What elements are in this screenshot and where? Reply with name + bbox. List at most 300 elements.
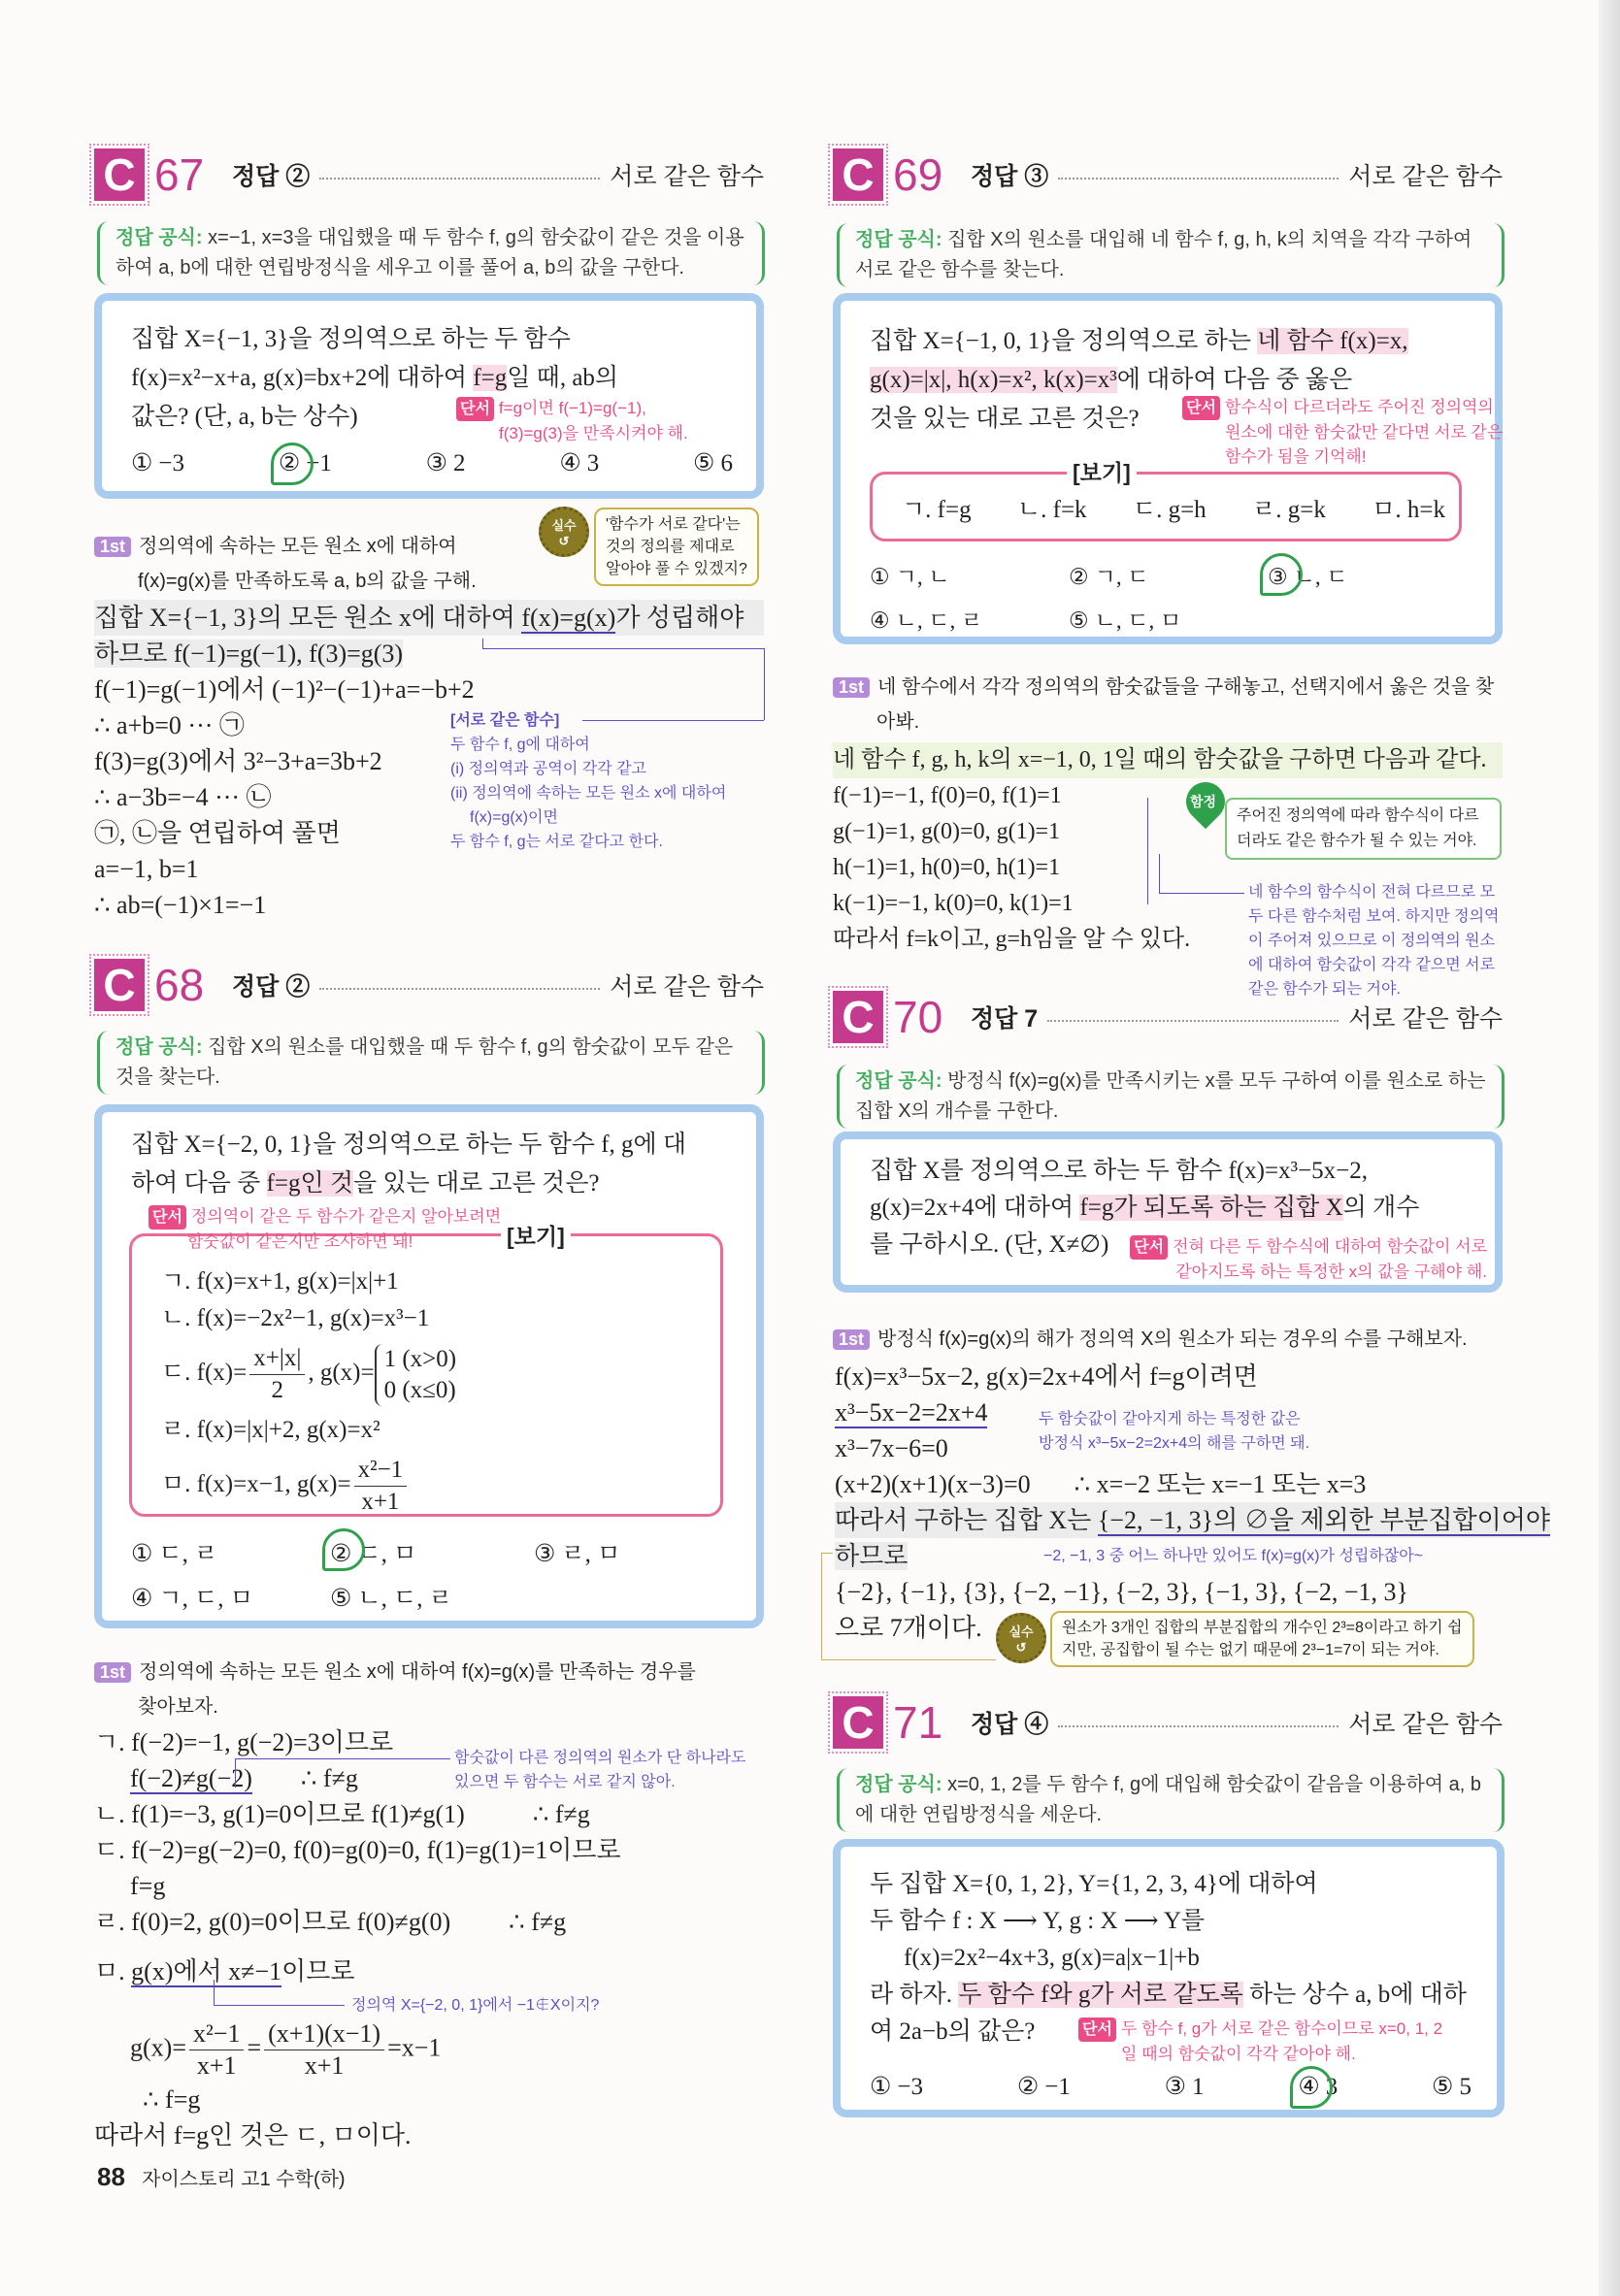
text: 의 개수 [1342, 1195, 1420, 1221]
numerator: (x+1)(x−1) [264, 2018, 384, 2050]
choice-value: 3 [1325, 2074, 1339, 2100]
answer-formula [97, 221, 765, 285]
text: 가 성립해야 [615, 604, 744, 632]
mistake-seal-icon: 실수 ↺ [539, 507, 589, 557]
text: ㄷ. f(x)= [161, 1360, 248, 1387]
text: 집합 X={−1, 0, 1}을 정의역으로 하는 [870, 328, 1258, 354]
answer-circle-mark [271, 443, 314, 485]
note-line: 두 함숫값이 같아지게 하는 특정한 값은 [1039, 1411, 1301, 1427]
solution-line: x³−7x−6=0 [835, 1434, 948, 1462]
solution-step [94, 529, 477, 599]
choice-1[interactable] [870, 2072, 923, 2101]
bogi-item: ㄴ. f(x)=−2x²−1, g(x)=x³−1 [161, 1305, 430, 1331]
answer-choices [870, 2072, 1471, 2101]
solution-line: ㉠, ㉡을 연립하여 풀면 [94, 819, 341, 847]
piecewise [375, 1344, 457, 1406]
step-text: 정의역에 속하는 모든 원소 x에 대하여 f(x)=g(x)를 만족하는 경우를 [139, 1661, 696, 1683]
category-badge: C [833, 148, 883, 201]
explanation-note: 정의역 X={−2, 0, 1}에서 −1∉X이지? [351, 1997, 600, 2014]
choice-4[interactable] [559, 448, 599, 477]
bogi-item: ㄱ. f=g [902, 497, 972, 523]
note-line: 두 다른 함수처럼 보여. 하지만 정의역 [1248, 908, 1500, 925]
choice-number: ⑤ [1069, 608, 1089, 633]
explanation-note: −2, −1, 3 중 어느 하나만 있어도 f(x)=g(x)가 성립하잖아~ [1043, 1548, 1424, 1564]
text: f(x)=x²−x+a, g(x)=bx+2에 대하여 [131, 365, 474, 391]
denominator: x+1 [361, 1489, 400, 1515]
hint-tag: 단서 [149, 1205, 186, 1230]
step-text: 네 함수에서 각각 정의역의 함숫값들을 구해놓고, 선택지에서 옳은 것을 찾 [877, 676, 1495, 698]
problem-68-header [94, 956, 764, 1014]
note-title: [서로 같은 함수] [450, 712, 560, 729]
choice-value: ㄹ, ㅁ [561, 1541, 621, 1567]
choice-1[interactable] [870, 559, 1069, 591]
hint-text: 같아지도록 하는 특정한 x의 값을 구해야 해. [1175, 1263, 1487, 1281]
connector-line [1159, 854, 1160, 893]
step-text: 방정식 f(x)=g(x)의 해가 정의역 X의 원소가 되는 경우의 수를 구해보자. [877, 1328, 1468, 1350]
solution-line: ㄱ. f(−2)=−1, g(−2)=3이므로 [94, 1728, 394, 1756]
dotted-leader [319, 178, 600, 180]
question-line: 두 함수 f : X ⟶ Y, g : X ⟶ Y를 [870, 1908, 1206, 1934]
hint-text: 원소에 대한 함숫값만 같다면 서로 같은 [1225, 423, 1504, 442]
problem-69-box [833, 293, 1503, 644]
choice-number: ④ [559, 450, 581, 476]
solution-line: ㄴ. f(1)=−3, g(1)=0이므로 f(1)≠g(1) [94, 1800, 465, 1828]
choice-value: ㄴ, ㄷ, ㅁ [1094, 608, 1182, 633]
note-line: 두 함수 f, g는 서로 같다고 한다. [450, 834, 663, 850]
category-badge: C [94, 148, 145, 201]
connector-line [764, 648, 765, 720]
choice-number: ② [1016, 2074, 1040, 2100]
note-line: 같은 함수가 되는 거야. [1248, 981, 1401, 998]
bubble-line: '함수가 서로 같다'는 [606, 516, 741, 533]
text: g(x)= [130, 2033, 186, 2062]
choice-5[interactable] [330, 1579, 534, 1614]
text: g(x)=2x+4에 대하여 [870, 1195, 1080, 1221]
hint-text: 두 함수 f, g가 서로 같은 함수이므로 x=0, 1, 2 [1120, 2019, 1443, 2038]
step-text: 찾아보자. [138, 1696, 218, 1718]
solution-line: f(x)=x³−5x−2, g(x)=2x+4에서 f=g이려면 [835, 1362, 1258, 1391]
formula-label: 정답 공식: [116, 1036, 203, 1058]
note-line: 네 함수의 함수식이 전혀 다르므로 모 [1248, 884, 1496, 901]
topic-label: 서로 같은 함수 [610, 973, 764, 1000]
dotted-leader [1047, 1020, 1339, 1022]
bubble-line: 원소가 3개인 집합의 부분집합의 개수인 2³=8이라고 하기 쉽 [1062, 1620, 1463, 1636]
choice-value: ㄴ, ㄷ [1293, 565, 1348, 589]
question-line [870, 322, 1408, 361]
category-badge: C [833, 991, 883, 1043]
dotted-leader [1058, 178, 1339, 180]
hint-note [1130, 1234, 1487, 1284]
formula-label: 정답 공식: [855, 229, 942, 250]
choice-4-correct[interactable] [1298, 2072, 1338, 2101]
note-line: 방정식 x³−5x−2=2x+4의 해를 구하면 돼. [1039, 1435, 1310, 1452]
fraction [249, 1343, 305, 1406]
hint-text: 전혀 다른 두 함수식에 대하여 함숫값이 서로 [1173, 1237, 1487, 1256]
answer-circle-mark [1290, 2066, 1333, 2109]
fraction [264, 2018, 384, 2082]
hint-text: f=g이면 f(−1)=g(−1), [498, 399, 646, 417]
denominator: 2 [271, 1377, 284, 1403]
bogi-item: ㄱ. f(x)=x+1, g(x)=|x|+1 [161, 1268, 399, 1295]
bubble-line: 알아야 풀 수 있겠지? [606, 561, 747, 577]
solution-line: ㄹ. f(0)=2, g(0)=0이므로 f(0)≠g(0) [94, 1908, 451, 1936]
choice-5[interactable] [693, 448, 733, 477]
question-line [870, 361, 1408, 400]
page-number: 88 [97, 2162, 125, 2191]
choice-number: ⑤ [693, 450, 715, 476]
dotted-leader [1058, 1725, 1339, 1727]
formula-text: x=−1, x=3을 대입했을 때 두 함수 f, g의 함숫값이 같은 것을 이용하여 a, b에 대한 연립방정식을 세우고 이를 풀어 a, b의 값을 구한다. [116, 227, 744, 279]
question-line: 값은? (단, a, b는 상수) [131, 404, 358, 430]
answer-circle-mark [1260, 553, 1303, 596]
answer-formula [837, 223, 1504, 287]
choice-value: 5 [1459, 2074, 1471, 2100]
question-line [131, 1164, 686, 1203]
solution-line [94, 2018, 621, 2082]
answer-label: 정답 7 [971, 1005, 1039, 1033]
choice-value: 6 [720, 450, 733, 476]
solution-line: {−2}, {−1}, {3}, {−2, −1}, {−2, 3}, {−1, 3}, {−2, −1, 3} [835, 1578, 1409, 1606]
choice-number: ② [278, 450, 301, 476]
problem-67-box [94, 293, 764, 499]
solution-line: ㄷ. f(−2)=g(−2)=0, f(0)=g(0)=0, f(1)=g(1)=1이므로 [94, 1836, 621, 1864]
bogi-item [161, 1343, 456, 1406]
hint-text: 정의역이 같은 두 함수가 같은지 알아보려면 [190, 1207, 502, 1226]
text: 이므로 [281, 1957, 355, 1985]
definition-note [450, 708, 726, 854]
text: ∴ f≠g [532, 1800, 590, 1828]
solution-line: ∴ ab=(−1)×1=−1 [94, 891, 267, 919]
choice-value: ㄱ, ㄷ [1094, 565, 1149, 589]
answer-label: 정답 ② [232, 973, 311, 1000]
numerator: x+|x| [249, 1343, 305, 1375]
choice-value: 3 [586, 450, 600, 476]
bogi-item: ㄷ. g=h [1132, 497, 1207, 523]
choice-value: ㄷ, ㅁ [357, 1541, 417, 1567]
question-line [870, 1190, 1419, 1227]
step-text: f(x)=g(x)를 만족하도록 a, b의 값을 구해. [138, 571, 477, 592]
choice-value: ㄱ, ㄴ [895, 565, 950, 589]
denominator: x+1 [304, 2051, 345, 2080]
solution-line: ∴ a−3b=−4 ··· ㉡ [94, 783, 272, 811]
mistake-seal-icon: 실수 ↺ [996, 1613, 1046, 1663]
answer-choices [131, 448, 733, 477]
hint-text: 일 때의 함숫값이 각각 같아야 해. [1121, 2045, 1356, 2063]
choice-number: ① [131, 450, 153, 476]
formula-label: 정답 공식: [116, 227, 203, 248]
highlight: f=g [473, 365, 508, 391]
trap-note [1225, 798, 1502, 860]
mistake-bubble [1050, 1611, 1474, 1667]
choice-value: −1 [306, 450, 332, 476]
bubble-line: 것의 정의를 제대로 [606, 539, 735, 555]
text: 하여 다음 중 [131, 1170, 267, 1197]
choice-value: ㄷ, ㄹ [158, 1541, 218, 1567]
bogi-title: [보기] [501, 1219, 571, 1251]
step-badge: 1st [833, 1329, 870, 1350]
answer-choices [131, 1534, 733, 1614]
bogi-item: ㄹ. g=k [1252, 497, 1326, 523]
answer-label: 정답 ④ [971, 1711, 1049, 1738]
explanation-note [454, 1746, 745, 1794]
formula-text: 집합 X의 원소를 대입해 네 함수 f, g, h, k의 치역을 각각 구하여 서로 같은 함수를 찾는다. [855, 229, 1472, 280]
connector-line [482, 639, 483, 648]
choice-number: ③ [1164, 2074, 1187, 2100]
text: 라 하자. [870, 1982, 959, 2008]
problem-67-header [94, 146, 764, 204]
answer-circle-mark [322, 1528, 365, 1571]
question-line: 두 집합 X={0, 1, 2}, Y={1, 2, 3, 4}에 대하여 [870, 1871, 1318, 1897]
mistake-bubble [594, 508, 759, 586]
question-line: 를 구하시오. (단, X≠∅) [870, 1231, 1109, 1258]
choice-value: ㄴ, ㄷ, ㄹ [895, 608, 983, 633]
formula-label: 정답 공식: [855, 1774, 942, 1795]
hint-note [456, 396, 688, 445]
hint-note [1182, 395, 1503, 469]
connector-arrow [821, 1553, 833, 1554]
choice-1[interactable] [131, 448, 184, 477]
choice-number: ⑤ [1432, 2074, 1454, 2100]
topic-label: 서로 같은 함수 [1348, 1005, 1503, 1033]
text: 집합 X={−1, 3}의 모든 원소 x에 대하여 [94, 604, 522, 632]
choice-value: 2 [453, 450, 466, 476]
hint-tag: 단서 [456, 397, 494, 421]
solution-line: g(−1)=1, g(0)=0, g(1)=1 [833, 819, 1061, 844]
highlight: g(x)=|x|, h(x)=x², k(x)=x³ [870, 367, 1117, 393]
formula-text: 집합 X의 원소를 대입했을 때 두 함수 f, g의 함숫값이 모두 같은 것을 찾는다. [116, 1036, 734, 1088]
choice-number: ② [330, 1541, 352, 1567]
text: 따라서 구하는 집합 X는 [835, 1506, 1098, 1534]
choice-value: −3 [897, 2074, 924, 2100]
problem-number: 71 [893, 1697, 943, 1748]
question-line: 집합 X를 정의역으로 하는 두 함수 f(x)=x³−5x−2, [870, 1158, 1369, 1184]
choice-3[interactable] [426, 448, 466, 477]
formula-text: x=0, 1, 2를 두 함수 f, g에 대입해 함숫값이 같음을 이용하여 a, b에 대한 연립방정식을 세운다. [855, 1774, 1482, 1825]
choice-4[interactable] [870, 603, 1069, 635]
underlined-text: f(x)=g(x) [521, 604, 616, 632]
choice-1[interactable] [131, 1534, 330, 1569]
problem-70-header [833, 988, 1503, 1046]
bogi-item [161, 1455, 456, 1518]
solution-line: f(−1)=g(−1)에서 (−1)²−(−1)+a=−b+2 [94, 675, 475, 704]
highlight: f=g가 되도록 하는 집합 X [1079, 1195, 1343, 1221]
formula-label: 정답 공식: [855, 1070, 942, 1092]
fraction [189, 2018, 244, 2082]
note-line: 이 주어져 있으므로 이 정의역의 원소 [1248, 933, 1496, 949]
note-line: f(x)=g(x)이면 [470, 809, 558, 826]
topic-label: 서로 같은 함수 [610, 163, 764, 190]
choice-5[interactable] [1432, 2072, 1471, 2101]
underlined-text: g(x)에서 x≠−1 [131, 1957, 282, 1985]
answer-formula [97, 1031, 765, 1095]
choice-5[interactable] [1069, 603, 1268, 635]
highlight: f=g인 것 [266, 1170, 353, 1197]
choice-4[interactable] [131, 1579, 330, 1614]
solution-step [833, 670, 1494, 739]
topic-label: 서로 같은 함수 [1348, 1711, 1503, 1738]
bogi-box [129, 1224, 723, 1517]
connector-line [214, 1980, 215, 2005]
highlight: 네 함수 f(x)=x, [1257, 328, 1408, 354]
text: 을 있는 대로 고른 것은? [353, 1170, 600, 1197]
solution-step [94, 1655, 696, 1724]
note-line: (i) 정의역과 공역이 각각 같고 [450, 761, 647, 777]
choice-number: ① [870, 565, 890, 589]
solution-line [94, 600, 764, 636]
choice-3-correct[interactable] [1268, 559, 1462, 591]
question-line [131, 359, 618, 398]
underlined-text: x³−5x−2=2x+4 [835, 1398, 988, 1427]
problem-70-box [833, 1132, 1503, 1293]
choice-number: ④ [1298, 2074, 1320, 2100]
step-badge: 1st [833, 677, 870, 698]
solution-step [833, 1322, 1468, 1357]
question-line: 것을 있는 대로 고른 것은? [870, 406, 1140, 432]
choice-2[interactable] [1017, 2072, 1071, 2101]
question-line: 집합 X={−1, 3}을 정의역으로 하는 두 함수 [131, 326, 571, 352]
solution-line: 으로 7개이다. [835, 1614, 982, 1642]
step-text: 아봐. [876, 711, 920, 733]
problem-71-box [833, 1839, 1504, 2117]
connector-line [482, 648, 764, 649]
connector-line [821, 1553, 822, 1659]
solution-line: 따라서 f=g인 것은 ㄷ, ㅁ이다. [94, 2121, 412, 2149]
hint-tag: 단서 [1078, 2017, 1116, 2042]
solution-line: 네 함수 f, g, h, k의 x=−1, 0, 1일 때의 함숫값을 구하면 다음과 같다. [833, 742, 1503, 778]
solution-line: h(−1)=1, h(0)=0, h(1)=1 [833, 855, 1061, 880]
problem-68-box [94, 1104, 764, 1628]
hint-text: 함수가 됨을 기억해! [1225, 447, 1367, 466]
problem-number: 68 [154, 960, 205, 1010]
solution-line: ∴ f=g [143, 2085, 201, 2114]
step-text: 정의역에 속하는 모든 원소 x에 대하여 [139, 536, 457, 557]
note-line: 에 대하여 함숫값이 각각 같으면 서로 [1248, 957, 1496, 973]
problem-number: 69 [893, 149, 943, 200]
underlined-text: {−2, −1, 3}의 ∅을 제외한 부분집합이어야 [1097, 1506, 1551, 1534]
choice-2-correct[interactable] [279, 448, 332, 477]
choice-value: ㄱ, ㄷ, ㅁ [158, 1586, 253, 1612]
solution-line: k(−1)=−1, k(0)=0, k(1)=1 [833, 891, 1074, 916]
text: =x−1 [387, 2033, 442, 2062]
note-line: (ii) 정의역에 속하는 모든 원소 x에 대하여 [450, 785, 727, 802]
solution-line: f(3)=g(3)에서 3²−3+a=3b+2 [94, 747, 382, 775]
topic-label: 서로 같은 함수 [1348, 163, 1503, 190]
solution-line: (x+2)(x+1)(x−3)=0 [835, 1470, 1031, 1498]
note-line: 있으면 두 함수는 서로 같지 않아. [454, 1774, 676, 1790]
trap-line: 더라도 같은 함수가 될 수 있는 거야. [1237, 833, 1477, 849]
bogi-item: ㄴ. f=k [1016, 497, 1087, 523]
text: ㅁ. [94, 1957, 132, 1985]
seal-text: 실수 [1008, 1624, 1034, 1639]
seal-text: 실수 [551, 517, 577, 533]
answer-label: 정답 ② [232, 163, 311, 190]
trap-line: 주어진 정의역에 따라 함수식이 다르 [1237, 807, 1479, 824]
question-line: 집합 X={−2, 0, 1}을 정의역으로 하는 두 함수 f, g에 대 [131, 1132, 687, 1158]
answer-choices [870, 559, 1471, 635]
note-line: 함숫값이 다른 정의역의 원소가 단 하나라도 [454, 1750, 746, 1766]
question-line: 여 2a−b의 값은? [870, 2018, 1036, 2045]
solution-line: f(−1)=−1, f(0)=0, f(1)=1 [833, 783, 1062, 808]
bubble-line: 지만, 공집합이 될 수는 없기 때문에 2³−1=7이 되는 거야. [1062, 1642, 1439, 1658]
bogi-item: ㄹ. f(x)=|x|+2, g(x)=x² [161, 1417, 380, 1443]
connector-arrow [214, 2005, 345, 2006]
choice-2-correct[interactable] [330, 1534, 534, 1569]
connector-line [235, 1758, 236, 1788]
choice-number: ① [131, 1541, 153, 1567]
choice-3[interactable] [1165, 2072, 1205, 2101]
solution-line: a=−1, b=1 [94, 855, 199, 883]
connector-line [821, 1659, 996, 1660]
trap-tag: 함정 [1190, 794, 1217, 809]
choice-value: −1 [1044, 2074, 1071, 2100]
note-line: 두 함수 f, g에 대하여 [450, 737, 590, 753]
category-badge: C [833, 1696, 883, 1749]
answer-formula [837, 1768, 1504, 1832]
text: 하는 상수 a, b에 대하 [1242, 1982, 1467, 2008]
step-badge: 1st [94, 537, 131, 557]
choice-number: ① [870, 2074, 892, 2100]
solution-line: 하므로 [835, 1542, 909, 1570]
dotted-leader [319, 988, 600, 990]
problem-71-header [833, 1693, 1503, 1752]
answer-formula [837, 1065, 1504, 1129]
choice-number: ③ [425, 450, 448, 476]
choice-number: ④ [870, 608, 890, 633]
page-edge [1599, 0, 1620, 2296]
bogi-box [870, 460, 1462, 541]
text: 에 대하여 다음 중 옳은 [1116, 367, 1353, 393]
hint-note [1078, 2017, 1442, 2066]
text: ∴ x=−2 또는 x=−1 또는 x=3 [1074, 1470, 1367, 1498]
page-footer [97, 2162, 346, 2192]
problem-69-header [833, 146, 1503, 204]
solution-line: f=g [130, 1872, 166, 1900]
choice-number: ③ [534, 1541, 556, 1567]
explanation-note [1248, 880, 1500, 1001]
text: ㅁ. f(x)=x−1, g(x)= [161, 1471, 351, 1498]
case: 1 (x>0) [383, 1345, 457, 1372]
explanation-note [1039, 1407, 1309, 1456]
problem-number: 70 [893, 992, 943, 1042]
connector-arrow [235, 1758, 450, 1759]
formula-text: 방정식 f(x)=g(x)를 만족시키는 x를 모두 구하여 이를 원소로 하는 집합 X의 개수를 구한다. [855, 1070, 1486, 1122]
text: ∴ f≠g [509, 1908, 567, 1936]
text: ∴ f≠g [300, 1764, 358, 1792]
question-line: f(x)=2x²−4x+3, g(x)=a|x−1|+b [904, 1945, 1200, 1971]
question-line [870, 1977, 1467, 2014]
solution-line: 따라서 f=k이고, g=h임을 알 수 있다. [833, 927, 1191, 952]
solution-70 [835, 1359, 1550, 1646]
hint-text: f(3)=g(3)을 만족시켜야 해. [499, 424, 688, 443]
choice-number: ② [1069, 565, 1089, 589]
choice-3[interactable] [534, 1534, 728, 1569]
choice-value: ㄴ, ㄷ, ㄹ [357, 1586, 452, 1612]
choice-value: −3 [158, 450, 185, 476]
numerator: x²−1 [189, 2018, 244, 2050]
highlight: 두 함수 f와 g가 서로 같도록 [958, 1982, 1243, 2008]
problem-number: 67 [154, 149, 205, 200]
hint-text: 함수식이 다르더라도 주어진 정의역의 [1224, 398, 1494, 416]
solution-line: 하므로 f(−1)=g(−1), f(3)=g(3) [94, 640, 404, 668]
connector-arrow [1159, 893, 1244, 894]
answer-label: 정답 ③ [971, 163, 1049, 190]
text: = [247, 2033, 262, 2062]
fraction [354, 1455, 408, 1518]
text: , g(x)= [308, 1360, 375, 1387]
choice-2[interactable] [1069, 559, 1268, 591]
hint-tag: 단서 [1130, 1235, 1168, 1260]
choice-value: 1 [1192, 2074, 1205, 2100]
